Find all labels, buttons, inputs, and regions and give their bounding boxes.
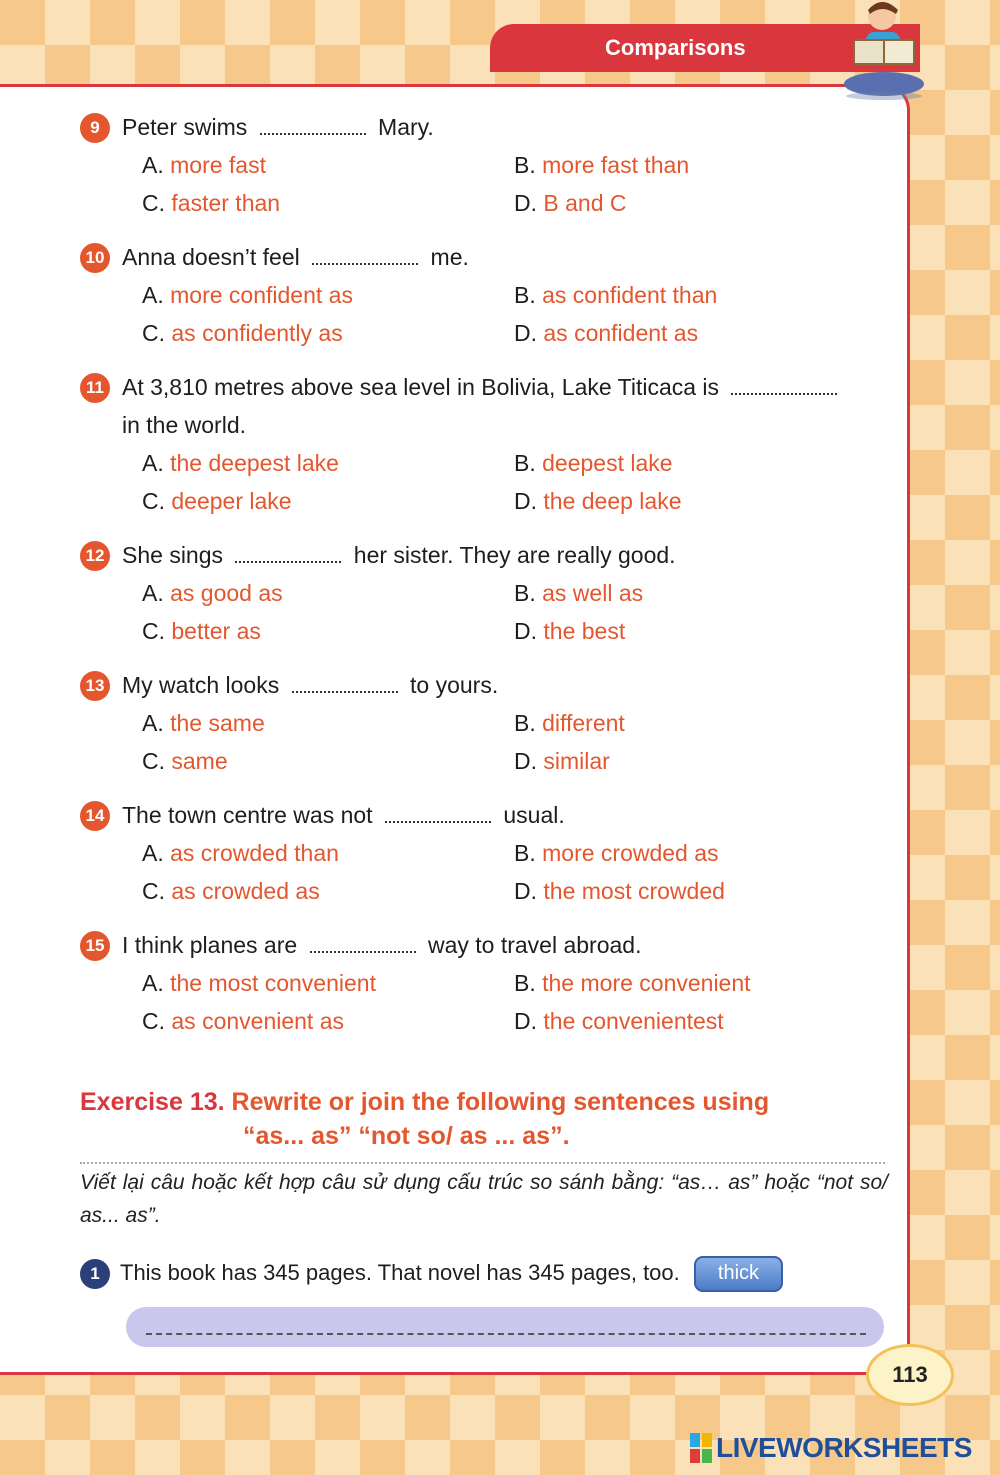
option-b[interactable]: B. the more convenient <box>514 970 751 996</box>
question-stem <box>80 926 900 964</box>
exercise-title-line2: “as... as” “not so/ as ... as”. <box>243 1122 570 1150</box>
question-13 <box>80 666 900 780</box>
option-b[interactable]: B. more fast than <box>514 152 690 178</box>
answer-blank[interactable] <box>385 807 491 823</box>
option-c[interactable]: C. same <box>142 748 228 774</box>
exercise-instruction: Viết lại câu hoặc kết hợp câu sử dụng cấu trúc so sánh bằng: “as… as” hoặc “not so/ as... as”. <box>80 1171 888 1227</box>
option-a[interactable]: A. as good as <box>142 580 283 606</box>
answer-blank[interactable] <box>310 937 416 953</box>
answer-blank[interactable] <box>312 249 418 265</box>
options <box>80 834 900 910</box>
question-stem <box>80 238 900 276</box>
answer-writing-line <box>146 1333 866 1335</box>
question-number-badge: 10 <box>80 243 110 273</box>
option-d[interactable]: D. as confident as <box>514 320 699 346</box>
stem-before: Anna doesn’t feel <box>122 244 300 270</box>
stem-line2: in the world. <box>122 412 247 438</box>
answer-blank[interactable] <box>731 379 837 395</box>
question-stem <box>80 666 900 704</box>
question-number-badge: 9 <box>80 113 110 143</box>
item-sentence: This book has 345 pages. That novel has 345 pages, too. <box>120 1260 680 1285</box>
question-14 <box>80 796 900 910</box>
exercise-divider <box>80 1162 885 1164</box>
exercise-label: Exercise 13. <box>80 1088 225 1116</box>
answer-blank[interactable] <box>235 547 341 563</box>
option-a[interactable]: A. the most convenient <box>142 970 376 996</box>
option-a[interactable]: A. more confident as <box>142 282 353 308</box>
stem-before: My watch looks <box>122 672 280 698</box>
option-b[interactable]: B. deepest lake <box>514 450 673 476</box>
stem-after: way to travel abroad. <box>427 932 642 958</box>
page-number-badge <box>866 1344 954 1406</box>
footer-brand-text: LIVEWORKSHEETS <box>716 1432 972 1463</box>
option-b[interactable]: B. more crowded as <box>514 840 719 866</box>
options <box>80 276 900 352</box>
options <box>80 146 900 222</box>
option-c[interactable]: C. as convenient as <box>142 1008 345 1034</box>
exercise-title <box>80 1082 885 1122</box>
question-number-badge: 11 <box>80 373 110 403</box>
question-12 <box>80 536 900 650</box>
option-b[interactable]: B. as well as <box>514 580 644 606</box>
stem-after: me. <box>430 244 469 270</box>
option-c[interactable]: C. better as <box>142 618 261 644</box>
question-number-badge: 15 <box>80 931 110 961</box>
option-a[interactable]: A. as crowded than <box>142 840 339 866</box>
option-a[interactable]: A. the deepest lake <box>142 450 339 476</box>
option-d[interactable]: D. similar <box>514 748 610 774</box>
question-number-badge: 12 <box>80 541 110 571</box>
stem-before: At 3,810 metres above sea level in Bolivia, Lake Titicaca is <box>122 374 720 400</box>
stem-after: Mary. <box>378 114 434 140</box>
option-c[interactable]: C. as confidently as <box>142 320 343 346</box>
stem-before: Peter swims <box>122 114 248 140</box>
stem-after: to yours. <box>410 672 499 698</box>
chapter-title: Comparisons <box>605 35 746 60</box>
option-c[interactable]: C. as crowded as <box>142 878 320 904</box>
question-11 <box>80 368 900 520</box>
question-number-badge: 13 <box>80 671 110 701</box>
answer-blank[interactable] <box>292 677 398 693</box>
options <box>80 964 900 1040</box>
option-c[interactable]: C. deeper lake <box>142 488 292 514</box>
question-10 <box>80 238 900 352</box>
option-b[interactable]: B. different <box>514 710 625 736</box>
options <box>80 444 900 520</box>
hint-word-box: thick <box>694 1256 783 1292</box>
options <box>80 704 900 780</box>
options <box>80 574 900 650</box>
stem-before: She sings <box>122 542 224 568</box>
option-d[interactable]: D. the best <box>514 618 626 644</box>
item-number-badge: 1 <box>80 1259 110 1289</box>
question-9 <box>80 108 900 222</box>
question-stem <box>80 368 900 444</box>
option-c[interactable]: C. faster than <box>142 190 281 216</box>
question-number-badge: 14 <box>80 801 110 831</box>
option-d[interactable]: D. the most crowded <box>514 878 725 904</box>
question-15 <box>80 926 900 1040</box>
option-b[interactable]: B. as confident than <box>514 282 718 308</box>
option-d[interactable]: D. the convenientest <box>514 1008 724 1034</box>
reading-boy-illustration <box>838 0 928 100</box>
option-a[interactable]: A. more fast <box>142 152 266 178</box>
stem-after: her sister. They are really good. <box>353 542 676 568</box>
question-stem <box>80 108 900 146</box>
footer-brand <box>690 1432 972 1464</box>
question-stem <box>80 796 900 834</box>
liveworksheets-logo-icon <box>690 1433 712 1463</box>
bottom-divider <box>0 1372 880 1375</box>
page-number: 113 <box>892 1362 928 1387</box>
exercise-item-1 <box>80 1254 783 1292</box>
answer-blank[interactable] <box>260 119 366 135</box>
exercise-title-line1: Rewrite or join the following sentences using <box>231 1088 770 1116</box>
option-d[interactable]: D. the deep lake <box>514 488 682 514</box>
answer-input-bar[interactable] <box>126 1307 884 1347</box>
stem-after: usual. <box>503 802 565 828</box>
stem-before: I think planes are <box>122 932 298 958</box>
option-a[interactable]: A. the same <box>142 710 265 736</box>
question-stem <box>80 536 900 574</box>
option-d[interactable]: D. B and C <box>514 190 627 216</box>
stem-before: The town centre was not <box>122 802 373 828</box>
